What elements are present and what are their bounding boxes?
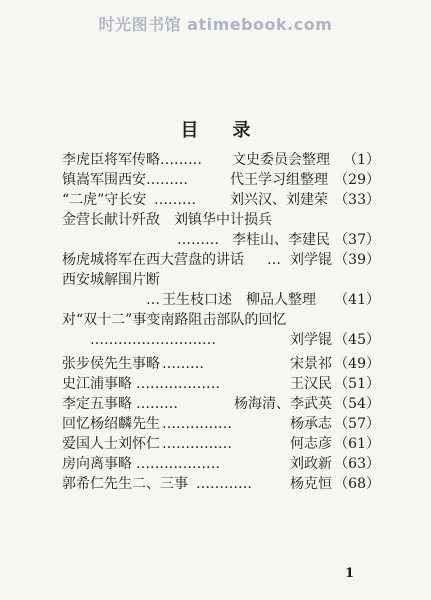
entry-page: （54） (334, 396, 380, 412)
dot-leader: … (146, 292, 160, 308)
entry-title: 史江浦事略 (62, 376, 132, 392)
entry-page: （61） (334, 436, 380, 452)
entry-author: 宋景祁 (290, 356, 332, 372)
entry-author: 刘学锟 (290, 332, 332, 348)
table-of-contents (62, 150, 380, 494)
entry-title: 张步侯先生事略 (62, 356, 160, 372)
dot-leader: …………… (162, 416, 232, 432)
dot-leader: ………… (196, 476, 252, 492)
entry-page: （41） (334, 292, 380, 308)
toc-entry (62, 190, 380, 210)
toc-entry (62, 434, 380, 454)
toc-entry (62, 474, 380, 494)
entry-page: （33） (334, 192, 380, 208)
entry-page: （57） (334, 416, 380, 432)
entry-title: “二虎”守长安 (62, 192, 147, 208)
toc-entry (62, 150, 380, 170)
entry-page: （29） (334, 172, 380, 188)
entry-author: 杨克恒 (290, 476, 332, 492)
entry-title: 杨虎城将军在西大营盘的讲话 (62, 252, 244, 268)
entry-page: （37） (334, 232, 380, 248)
entry-page: （1） (343, 152, 380, 168)
dot-leader: ……… (160, 152, 202, 168)
page-number: 1 (345, 566, 355, 581)
entry-author: 王生枝口述 柳品人整理 (162, 292, 316, 308)
entry-title: 房向离事略 (62, 456, 132, 472)
entry-page: （63） (334, 456, 380, 472)
entry-title: 郭希仁先生二、三事 (62, 476, 188, 492)
entry-page: （51） (334, 376, 380, 392)
toc-entry (62, 210, 380, 230)
entry-author: 刘学锟 (290, 252, 332, 268)
entry-title: 金营长献计歼敌 刘镇华中计损兵 (62, 212, 272, 228)
toc-entry (62, 414, 380, 434)
entry-page: （39） (334, 252, 380, 268)
entry-author: 刘兴汉、刘建荣 (230, 192, 328, 208)
dot-leader: ……… (146, 172, 188, 188)
toc-entry (62, 250, 380, 270)
toc-entry-continuation (62, 230, 380, 250)
toc-entry (62, 374, 380, 394)
entry-author: 王汉民 (290, 376, 332, 392)
entry-author: 李桂山、李建民 (232, 232, 330, 248)
dot-leader: … (267, 252, 281, 268)
entry-title: 李定五事略 (62, 396, 132, 412)
entry-author: 杨海清、李武英 (234, 396, 332, 412)
entry-title: 镇嵩军围西安 (62, 172, 146, 188)
toc-entry (62, 394, 380, 414)
dot-leader: ……………………… (90, 332, 216, 348)
entry-page: （68） (334, 476, 380, 492)
entry-page: （49） (334, 356, 380, 372)
toc-entry-continuation (62, 330, 380, 350)
dot-leader: ……………… (136, 456, 220, 472)
page-heading: 目录 (180, 120, 285, 141)
entry-title: 爱国人士刘怀仁 (62, 436, 160, 452)
dot-leader: ……… (136, 396, 178, 412)
toc-entry (62, 170, 380, 190)
dot-leader: ……… (162, 356, 204, 372)
entry-author: 何志彦 (290, 436, 332, 452)
entry-author: 刘政新 (290, 456, 332, 472)
toc-entry-continuation (62, 290, 380, 310)
entry-page: （45） (334, 332, 380, 348)
entry-title: 西安城解围片断 (62, 272, 160, 288)
dot-leader: ……………… (136, 376, 220, 392)
toc-entry (62, 270, 380, 290)
entry-author: 杨承志 (290, 416, 332, 432)
toc-entry (62, 310, 380, 330)
dot-leader: ……… (154, 192, 196, 208)
entry-author: 代王学习组整理 (230, 172, 328, 188)
dot-leader: …………… (162, 436, 232, 452)
dot-leader: ……… (177, 232, 219, 248)
toc-entry (62, 454, 380, 474)
entry-title: 对“双十二”事变南路阻击部队的回忆 (62, 312, 287, 328)
watermark: 时光图书馆 atimebook.com (98, 15, 333, 34)
entry-title: 李虎臣将军传略 (62, 152, 160, 168)
entry-author: 文史委员会整理 (232, 152, 330, 168)
toc-entry (62, 354, 380, 374)
entry-title: 回忆杨绍麟先生 (62, 416, 160, 432)
